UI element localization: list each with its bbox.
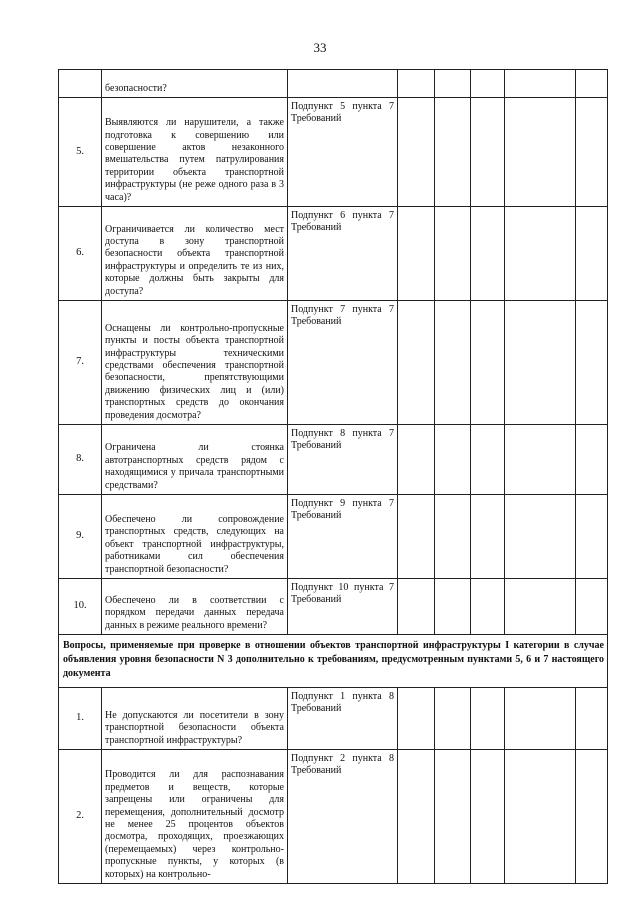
answer-na-cell: [471, 688, 505, 750]
notes-cell: [505, 688, 576, 750]
notes-cell: [505, 98, 576, 207]
row-number: 2.: [59, 750, 102, 884]
extra-cell: [576, 425, 608, 495]
notes-cell: [505, 579, 576, 635]
reference-text: [288, 70, 398, 98]
page-number: 33: [313, 40, 327, 55]
answer-na-cell: [471, 207, 505, 301]
notes-cell: [505, 750, 576, 884]
question-text: Проводится ли для распознавания предметов и веществ, которые запрещены или ограничены для перемещения, дополнительный досмотр не менее 25 процентов объектов досмотра, проходящих, проезжающих (перемещаемых) через контрольно-пропускные пункты, у которых (в которых) на контрольно-: [102, 750, 288, 884]
question-text: Ограничивается ли количество мест доступа в зону транспортной безопасности объекта транспортной инфраструктуры и определить те из них, которые должны быть закрыты для доступа?: [102, 207, 288, 301]
notes-cell: [505, 425, 576, 495]
answer-na-cell: [471, 425, 505, 495]
answer-yes-cell: [398, 207, 435, 301]
table-row: [59, 495, 608, 579]
question-text: Выявляются ли нарушители, а также подготовка к совершению или совершение актов незаконного вмешательства путем патрулирования территории объекта транспортной инфраструктуры (не реже одного раза в 3 часа)?: [102, 98, 288, 207]
answer-yes-cell: [398, 98, 435, 207]
extra-cell: [576, 495, 608, 579]
answer-yes-cell: [398, 579, 435, 635]
answer-na-cell: [471, 98, 505, 207]
extra-cell: [576, 70, 608, 98]
checklist-table: [58, 69, 608, 884]
row-number: 1.: [59, 688, 102, 750]
row-number: 7.: [59, 301, 102, 425]
reference-text: Подпункт 6 пункта 7 Требований: [288, 207, 398, 301]
question-text: Ограничена ли стоянка автотранспортных средств рядом с находящимися у причала транспортными средствами?: [102, 425, 288, 495]
answer-yes-cell: [398, 750, 435, 884]
section-header-row: [59, 635, 608, 688]
answer-yes-cell: [398, 301, 435, 425]
table-row: [59, 207, 608, 301]
answer-yes-cell: [398, 688, 435, 750]
answer-no-cell: [435, 688, 471, 750]
reference-text: Подпункт 2 пункта 8 Требований: [288, 750, 398, 884]
reference-text: Подпункт 7 пункта 7 Требований: [288, 301, 398, 425]
answer-no-cell: [435, 579, 471, 635]
answer-na-cell: [471, 70, 505, 98]
answer-na-cell: [471, 301, 505, 425]
table-row: [59, 301, 608, 425]
notes-cell: [505, 207, 576, 301]
extra-cell: [576, 301, 608, 425]
row-number: 9.: [59, 495, 102, 579]
reference-text: Подпункт 1 пункта 8 Требований: [288, 688, 398, 750]
table-row: [59, 750, 608, 884]
section-header: Вопросы, применяемые при проверке в отношении объектов транспортной инфраструктуры I категории в случае объявления уровня безопасности N 3 дополнительно к требованиям, предусмотренным пунктами 5, 6 и 7 настоящего документа: [59, 635, 608, 688]
answer-no-cell: [435, 425, 471, 495]
answer-na-cell: [471, 750, 505, 884]
table-row: [59, 425, 608, 495]
extra-cell: [576, 98, 608, 207]
notes-cell: [505, 70, 576, 98]
answer-no-cell: [435, 98, 471, 207]
question-text: Обеспечено ли в соответствии с порядком передачи данных передача данных в режиме реального времени?: [102, 579, 288, 635]
answer-yes-cell: [398, 425, 435, 495]
reference-text: Подпункт 5 пункта 7 Требований: [288, 98, 398, 207]
extra-cell: [576, 750, 608, 884]
row-number: [59, 70, 102, 98]
answer-no-cell: [435, 207, 471, 301]
row-number: 10.: [59, 579, 102, 635]
reference-text: Подпункт 10 пункта 7 Требований: [288, 579, 398, 635]
notes-cell: [505, 495, 576, 579]
row-number: 8.: [59, 425, 102, 495]
extra-cell: [576, 688, 608, 750]
answer-yes-cell: [398, 70, 435, 98]
table-row: [59, 70, 608, 98]
row-number: 5.: [59, 98, 102, 207]
answer-no-cell: [435, 70, 471, 98]
answer-na-cell: [471, 579, 505, 635]
table-row: [59, 579, 608, 635]
extra-cell: [576, 207, 608, 301]
question-text: Оснащены ли контрольно-пропускные пункты и посты объекта транспортной инфраструктуры техническими средствами обеспечения транспортной безопасности, препятствующими движению физических лиц и (или) транспортных средств до окончания проведения досмотра?: [102, 301, 288, 425]
table-row: [59, 98, 608, 207]
answer-no-cell: [435, 750, 471, 884]
question-text: Обеспечено ли сопровождение транспортных средств, следующих на объект транспортной инфраструктуры, работниками сил обеспечения транспортной безопасности?: [102, 495, 288, 579]
extra-cell: [576, 579, 608, 635]
answer-no-cell: [435, 301, 471, 425]
answer-na-cell: [471, 495, 505, 579]
notes-cell: [505, 301, 576, 425]
row-number: 6.: [59, 207, 102, 301]
question-text: безопасности?: [102, 70, 288, 98]
answer-no-cell: [435, 495, 471, 579]
reference-text: Подпункт 9 пункта 7 Требований: [288, 495, 398, 579]
answer-yes-cell: [398, 495, 435, 579]
table-row: [59, 688, 608, 750]
question-text: Не допускаются ли посетители в зону транспортной безопасности объекта транспортной инфраструктуры?: [102, 688, 288, 750]
reference-text: Подпункт 8 пункта 7 Требований: [288, 425, 398, 495]
